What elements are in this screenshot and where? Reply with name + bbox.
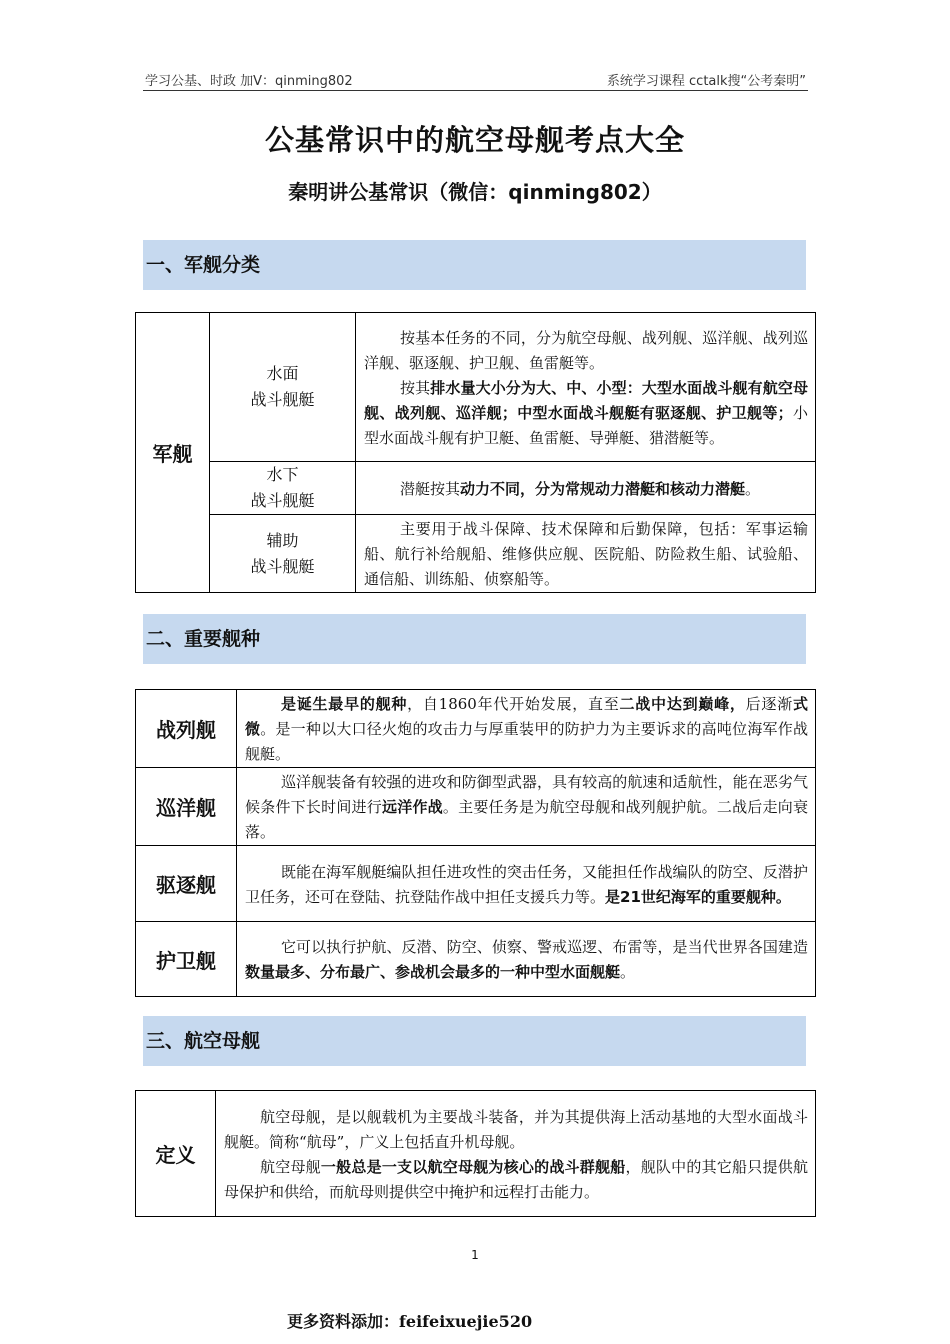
label-cruiser: 巡洋舰: [136, 768, 237, 846]
section-heading-3: 三、航空母舰: [143, 1016, 806, 1066]
aircraft-carrier-table: [135, 1090, 816, 1217]
document-title: 公基常识中的航空母舰考点大全: [264, 123, 685, 157]
warship-classification-table: [135, 312, 816, 593]
section-heading-2: 二、重要舰种: [143, 614, 806, 664]
label-definition: 定义: [136, 1091, 216, 1217]
label-battleship: 战列舰: [136, 690, 237, 768]
desc-battleship: 是诞生最早的舰种，自1860年代开始发展，直至二战中达到巅峰，后逐渐式微。是一种以大口径火炮的攻击力与厚重装甲的防护力为主要诉求的高吨位海军作战舰艇。: [237, 690, 816, 768]
document-subtitle: 秦明讲公基常识（微信：qinming802）: [288, 180, 662, 204]
page-header: [143, 66, 808, 91]
desc-auxiliary-combatant: 主要用于战斗保障、技术保障和后勤保障，包括：军事运输船、航行补给舰船、维修供应舰、医院船、防险救生船、试验船、通信船、训练船、侦察船等。: [356, 515, 816, 593]
label-auxiliary-combatant: 辅助 战斗舰艇: [210, 515, 356, 593]
section-heading-1: 一、军舰分类: [143, 240, 806, 290]
important-ship-types-table: [135, 689, 816, 997]
header-right-text: 系统学习课程 cctalk搜“公考秦明”: [606, 74, 806, 89]
footer-contact: 更多资料添加：feifeixuejie520: [287, 1312, 533, 1331]
header-left-text: 学习公基、时政 加V：qinming802: [145, 74, 353, 89]
label-frigate: 护卫舰: [136, 922, 237, 997]
desc-definition: 航空母舰，是以舰载机为主要战斗装备，并为其提供海上活动基地的大型水面战斗舰艇。简称“航母”，广义上包括直升机母舰。 航空母舰一般总是一支以航空母舰为核心的战斗群舰船，舰队中的其它船只提供航母保护和供给，而航母则提供空中掩护和远程打击能力。: [216, 1091, 816, 1217]
label-underwater-combatant: 水下 战斗舰艇: [210, 462, 356, 515]
category-warship: 军舰: [136, 313, 210, 593]
label-destroyer: 驱逐舰: [136, 846, 237, 922]
label-surface-combatant: 水面 战斗舰艇: [210, 313, 356, 462]
desc-surface-combatant: 按基本任务的不同，分为航空母舰、战列舰、巡洋舰、战列巡洋舰、驱逐舰、护卫舰、鱼雷艇等。 按其排水量大小分为大、中、小型：大型水面战斗舰有航空母舰、战列舰、巡洋舰；中型水面战斗舰艇有驱逐舰、护卫舰等；小型水面战斗舰有护卫艇、鱼雷艇、导弹艇、猎潜艇等。: [356, 313, 816, 462]
desc-underwater-combatant: 潜艇按其动力不同，分为常规动力潜艇和核动力潜艇。: [356, 462, 816, 515]
desc-destroyer: 既能在海军舰艇编队担任进攻性的突击任务，又能担任作战编队的防空、反潜护卫任务，还可在登陆、抗登陆作战中担任支援兵力等。是21世纪海军的重要舰种。: [237, 846, 816, 922]
desc-cruiser: 巡洋舰装备有较强的进攻和防御型武器，具有较高的航速和适航性，能在恶劣气候条件下长时间进行远洋作战。主要任务是为航空母舰和战列舰护航。二战后走向衰落。: [237, 768, 816, 846]
desc-frigate: 它可以执行护航、反潜、防空、侦察、警戒巡逻、布雷等，是当代世界各国建造数量最多、分布最广、参战机会最多的一种中型水面舰艇。: [237, 922, 816, 997]
page-number: 1: [471, 1248, 479, 1262]
